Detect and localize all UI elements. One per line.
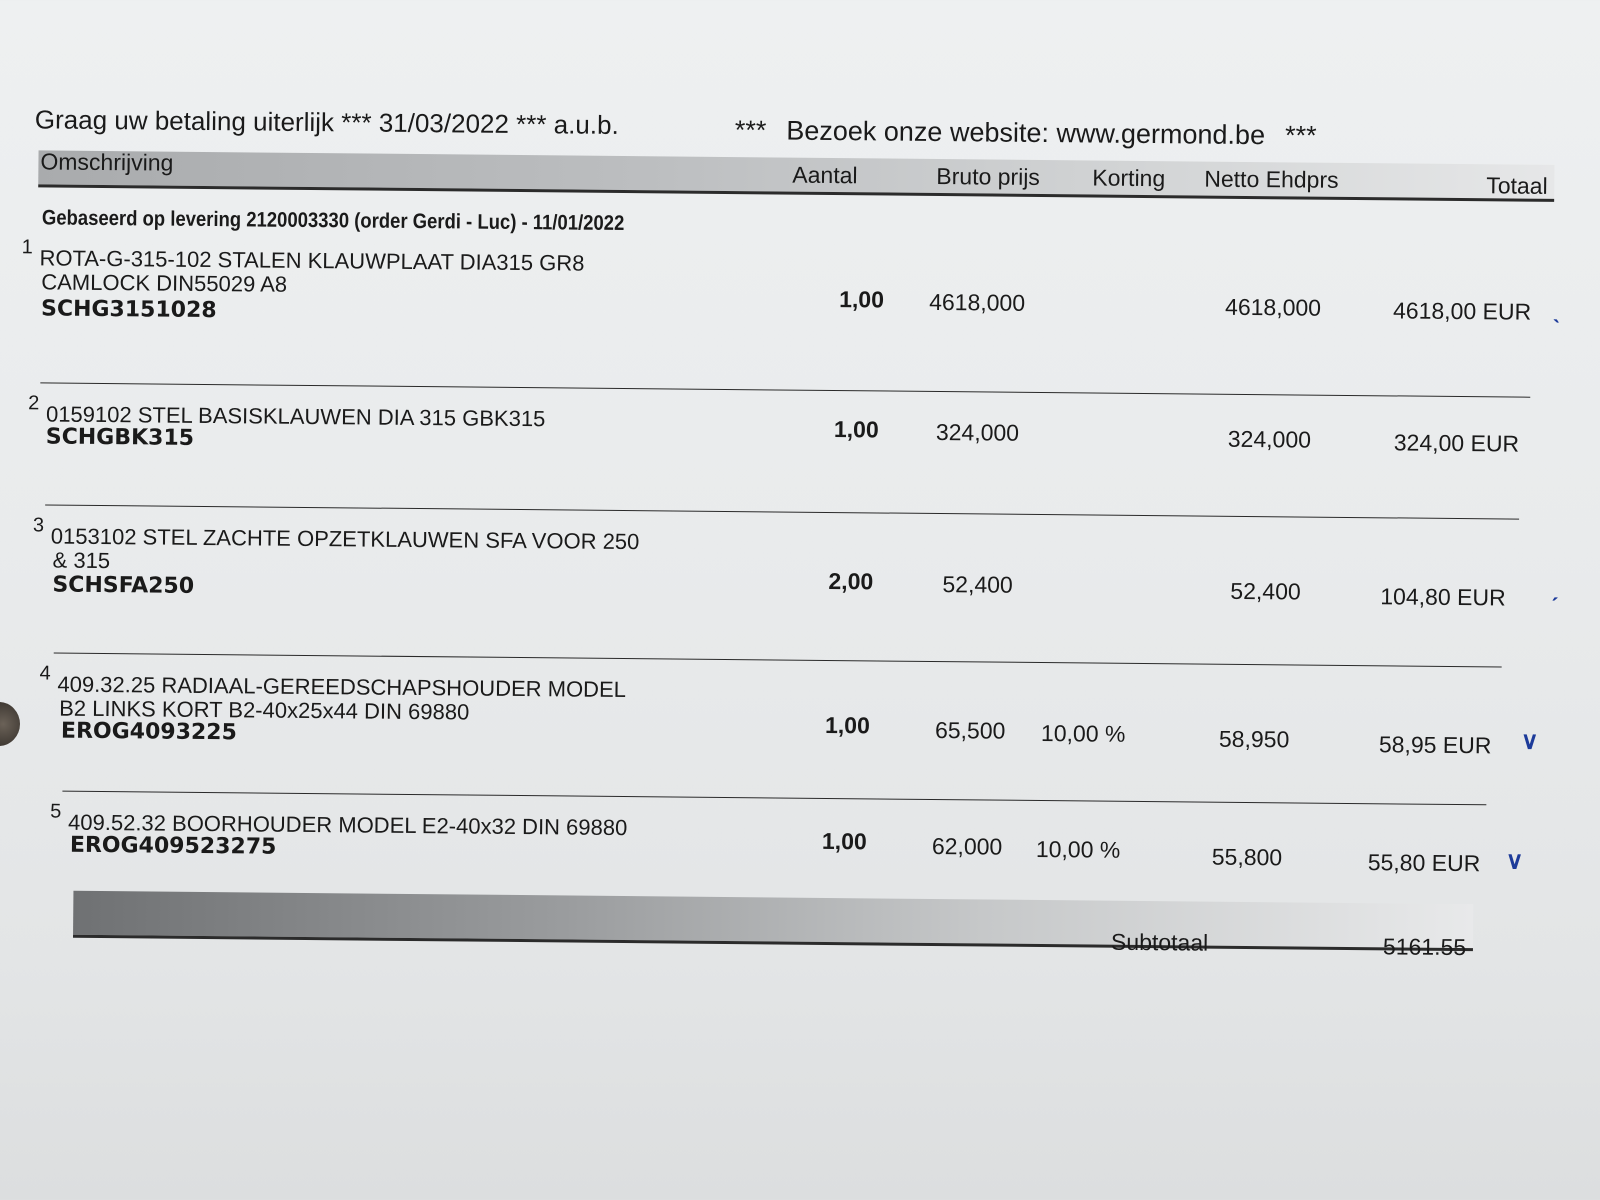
row-total: 324,00 EUR xyxy=(1393,429,1520,457)
column-header-gross-price: Bruto prijs xyxy=(936,162,1041,190)
row-description-line1: 0159102 STEL BASISKLAUWEN DIA 315 GBK315 xyxy=(45,401,546,432)
row-article-code: SCHSFA250 xyxy=(52,572,195,599)
checkmark-icon: ∨ xyxy=(1520,727,1539,755)
column-header-total: Totaal xyxy=(1486,172,1548,199)
row-total: 4618,00 EUR xyxy=(1392,297,1532,325)
checkmark-icon: ˏ xyxy=(1550,574,1559,602)
column-header-net-unit-price: Netto Ehdprs xyxy=(1204,165,1339,193)
row-discount: 10,00 % xyxy=(1035,835,1121,863)
row-divider xyxy=(40,382,1530,397)
row-quantity: 1,00 xyxy=(824,711,870,739)
row-quantity: 2,00 xyxy=(828,567,874,595)
table-row xyxy=(0,794,1592,877)
row-net-price: 4618,000 xyxy=(1224,293,1322,321)
row-net-price: 55,800 xyxy=(1211,843,1283,871)
row-gross-price: 52,400 xyxy=(942,571,1013,598)
row-description-line2: & 315 xyxy=(52,547,111,574)
row-gross-price: 65,500 xyxy=(934,717,1006,744)
row-number: 3 xyxy=(32,514,45,537)
row-total: 55,80 EUR xyxy=(1367,849,1481,877)
row-description-line1: 409.52.32 BOORHOUDER MODEL E2-40x32 DIN 69880 xyxy=(67,809,628,841)
row-gross-price: 4618,000 xyxy=(929,288,1026,316)
row-divider xyxy=(62,791,1486,806)
subtotal-value: 5161.55 xyxy=(1382,933,1467,961)
row-article-code: EROG4093225 xyxy=(60,718,237,746)
table-row xyxy=(0,656,1594,759)
payment-notice-text: Graag uw betaling uiterlijk *** 31/03/2022 *** a.u.b. xyxy=(34,104,619,140)
website-stars-right: *** xyxy=(1284,120,1317,151)
row-net-price: 58,950 xyxy=(1218,725,1290,753)
row-description-line2: CAMLOCK DIN55029 A8 xyxy=(41,269,288,297)
delivery-basis-line: Gebaseerd op levering 2120003330 (order Gerdi - Luc) - 11/01/2022 xyxy=(41,206,625,236)
column-header-quantity: Aantal xyxy=(792,161,858,189)
website-notice xyxy=(715,115,1337,152)
column-header-description: Omschrijving xyxy=(40,148,174,176)
row-description-line1: ROTA-G-315-102 STALEN KLAUWPLAAT DIA315 GR8 xyxy=(39,245,585,276)
table-row xyxy=(0,236,1598,325)
checkmark-icon: ∨ xyxy=(1505,847,1524,875)
row-total: 104,80 EUR xyxy=(1380,583,1506,611)
row-quantity: 1,00 xyxy=(833,416,879,443)
row-number: 2 xyxy=(28,392,40,415)
row-divider xyxy=(54,653,1502,668)
row-number: 1 xyxy=(21,236,33,259)
row-number: 4 xyxy=(39,662,51,685)
row-article-code: EROG409523275 xyxy=(69,832,277,860)
column-header-discount: Korting xyxy=(1092,164,1166,192)
payment-notice xyxy=(35,104,619,141)
row-net-price: 52,400 xyxy=(1230,577,1301,605)
subtotal-bar xyxy=(73,891,1473,951)
row-discount: 10,00 % xyxy=(1040,720,1126,747)
row-article-code: SCHG3151028 xyxy=(40,296,217,324)
row-description-line1: 0153102 STEL ZACHTE OPZETKLAUWEN SFA VOOR 250 xyxy=(50,523,640,555)
website-text: Bezoek onze website: www.germond.be xyxy=(786,115,1266,151)
checkmark-icon: ˎ xyxy=(1552,296,1562,324)
row-total: 58,95 EUR xyxy=(1378,731,1492,759)
row-description-line2: B2 LINKS KORT B2-40x25x44 DIN 69880 xyxy=(59,695,470,725)
row-gross-price: 324,000 xyxy=(935,419,1020,446)
row-number: 5 xyxy=(50,800,62,823)
row-description-line1: 409.32.25 RADIAAL-GEREEDSCHAPSHOUDER MODEL xyxy=(57,671,627,703)
row-divider xyxy=(45,504,1519,519)
row-net-price: 324,000 xyxy=(1227,425,1312,453)
row-article-code: SCHGBK315 xyxy=(45,424,195,451)
row-gross-price: 62,000 xyxy=(931,832,1003,860)
row-quantity: 1,00 xyxy=(821,827,867,855)
row-quantity: 1,00 xyxy=(839,286,885,313)
table-header xyxy=(38,150,1554,202)
website-stars-left: *** xyxy=(734,115,767,146)
subtotal-label: Subtotaal xyxy=(1110,928,1209,956)
